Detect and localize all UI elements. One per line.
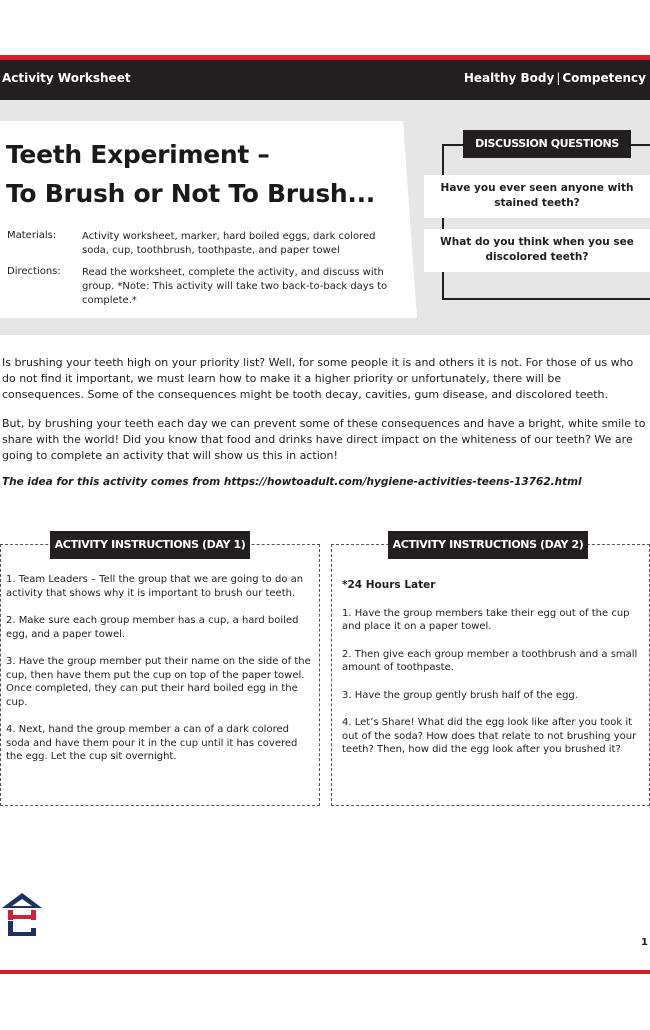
house-h-logo-icon (2, 893, 42, 937)
intro-paragraph-2: But, by brushing your teeth each day we can prevent some of these consequences and have a bright, white smile to share with the world! Did you know that food and drinks have direct impact on the whiteness of our teeth? We are going to complete an activity that will show us this in action! (2, 417, 646, 462)
page-title (6, 135, 406, 213)
header-bar (0, 60, 650, 100)
title-line-1: Teeth Experiment – (6, 140, 270, 169)
intro-paragraph-1: Is brushing your teeth high on your priority list? Well, for some people it is and others it is not. For those of us who do not find it important, we must learn how to make it a higher priority or unfortunately, there will be consequences. Some of the consequences might be tooth decay, cavities, gum disease, and discolored teeth. (2, 356, 634, 401)
day1-step-1: 1. Team Leaders – Tell the group that we are going to do an activity that shows why it is important to brush our teeth. (6, 574, 304, 599)
section-separator: | (556, 71, 561, 85)
day2-step-3: 3. Have the group gently brush half of the egg. (342, 689, 578, 701)
day2-step-1: 1. Have the group members take their egg out of the cup and place it on a paper towel. (342, 607, 630, 632)
day1-steps (6, 573, 312, 778)
discussion-question-1: Have you ever seen anyone with stained teeth? (424, 175, 650, 218)
logo-h-bar (8, 915, 36, 919)
day2-subheading: *24 Hours Later (342, 579, 436, 591)
discussion-frame (442, 144, 650, 300)
day2-step-4: 4. Let’s Share! What did the egg look like after you took it out of the soda? How does that relate to not brushing your teeth? Then, how did the egg look after you brushed it? (342, 717, 637, 755)
discussion-question-2: What do you think when you see discolored teeth? (424, 229, 650, 272)
section-label (464, 71, 646, 85)
directions-label: Directions: (7, 266, 61, 277)
day2-steps (342, 579, 642, 771)
worksheet-type-label: Activity Worksheet (2, 71, 131, 85)
day1-step-4: 4. Next, hand the group member a can of a dark colored soda and have them pour it in the cup until it has covered the egg. Let the cup sit overnight. (6, 724, 298, 762)
day1-header: ACTIVITY INSTRUCTIONS (DAY 1) (50, 531, 250, 559)
subsection-name: Competency (562, 71, 646, 85)
section-name: Healthy Body (463, 71, 555, 85)
title-line-2: To Brush or Not To Brush... (6, 179, 375, 208)
directions-value: Read the worksheet, complete the activity, and discuss with group. *Note: This activity will take two back-to-back days to complete.* (82, 267, 388, 306)
source-citation: The idea for this activity comes from https://howtoadult.com/hygiene-activities-teens-13762.html (2, 476, 582, 488)
discussion-header: DISCUSSION QUESTIONS (463, 130, 631, 158)
day2-header: ACTIVITY INSTRUCTIONS (DAY 2) (388, 531, 588, 559)
day1-step-2: 2. Make sure each group member has a cup, a hard boiled egg, and a paper towel. (6, 615, 299, 640)
day1-step-3: 3. Have the group member put their name on the side of the cup, then have them put the cup on top of the paper towel. Once completed, they can put their hard boiled egg in the cup. (6, 656, 311, 708)
logo-base-right (31, 928, 36, 936)
day2-step-2: 2. Then give each group member a toothbrush and a small amount of toothpaste. (342, 648, 638, 673)
bottom-red-rule (0, 970, 650, 974)
page-number: 1 (641, 937, 648, 948)
materials-value: Activity worksheet, marker, hard boiled eggs, dark colored soda, cup, toothbrush, toothpaste, and paper towel (82, 231, 376, 256)
materials-label: Materials: (7, 230, 57, 241)
